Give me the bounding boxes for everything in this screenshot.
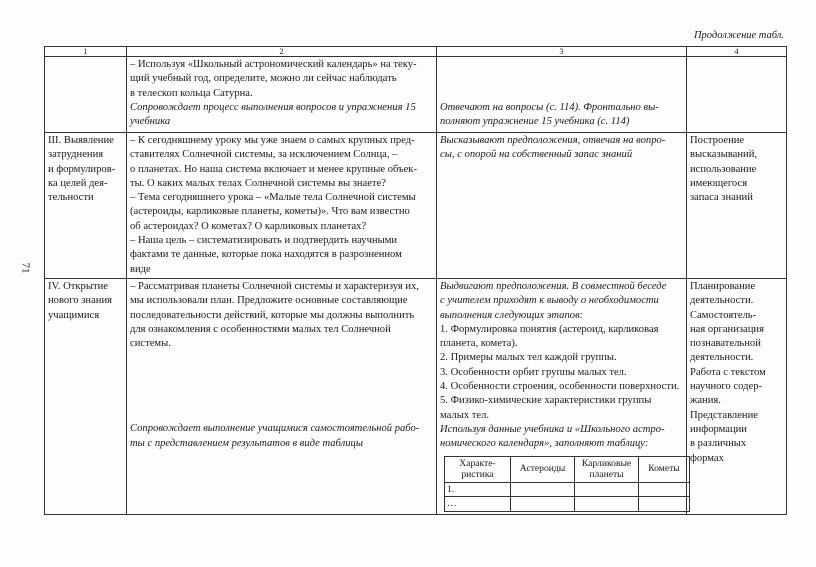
table-row (45, 278, 787, 514)
text-line: – Наша цель – систематизировать и подтвердить научными (130, 235, 398, 247)
teacher-activity-cell (127, 133, 437, 279)
text-line: Отвечают на вопросы (с. 114). Фронтально вы- (440, 102, 659, 113)
text-line: выполнения следующих этапов: (440, 309, 584, 321)
header-cell-4: 4 (687, 47, 787, 57)
inner-table-row (445, 497, 690, 512)
text-line: научного содер- (690, 381, 763, 393)
inner-header-cell (511, 456, 575, 482)
text-line: номического календаря», заполняют таблицу: (440, 438, 649, 450)
text-line: Планирование (690, 280, 756, 292)
text-line: виде (130, 263, 151, 275)
text-line: IV. Открытие (48, 280, 108, 292)
text-line: щий учебный год, определите, можно ли сейчас наблюдать (130, 73, 397, 85)
inner-cell (575, 497, 639, 512)
text-line: Характе- (459, 457, 496, 469)
list-item: 4. Особенности строения, особенности поверхности. (440, 381, 680, 393)
text-line: в телескоп кольца Сатурна. (130, 87, 253, 99)
inner-header-cell (639, 456, 690, 482)
inner-header-cell (575, 456, 639, 482)
text-line: (астероиды, карликовые планеты, кометы)». Что вам известно (130, 206, 410, 218)
skills-cell (687, 278, 787, 514)
inner-header-cell (445, 456, 511, 482)
text-line: с учителем приходят к выводу о необходимости (440, 295, 659, 307)
small-bodies-table (444, 456, 690, 512)
list-item: 1. Формулировка понятия (астероид, карликовая (440, 323, 659, 335)
text-line: Построение (690, 135, 745, 146)
header-cell-1: 1 (45, 47, 127, 57)
text-line: Сопровождает выполнение учащимися самостоятельной рабо- (130, 423, 420, 435)
text-line: тельности (48, 192, 94, 204)
text-line: – К сегодняшнему уроку мы уже знаем о самых крупных пред- (130, 135, 415, 146)
table-row (45, 57, 787, 133)
text-line: ставителях Солнечной системы, за исключением Солнца, – (130, 149, 398, 161)
list-item: 2. Примеры малых тел каждой группы. (440, 352, 617, 364)
text-line: планеты (589, 469, 624, 481)
text-line: Выдвигают предположения. В совместной беседе (440, 280, 667, 292)
inner-cell: … (445, 497, 511, 512)
text-line: учебника (130, 116, 171, 128)
inner-header-row (445, 456, 690, 482)
text-line: Работа с текстом (690, 366, 766, 378)
skills-cell (687, 57, 787, 133)
text-line: о планетах. Но наша система включает и менее крупные объек- (130, 163, 417, 175)
list-item: планета, комета). (440, 338, 518, 350)
text-line: и формулиров- (48, 163, 116, 175)
text-line: имеющегося (690, 177, 748, 189)
inner-cell (639, 497, 690, 512)
text-line: Астероиды (519, 463, 566, 475)
text-line: – Рассматривая планеты Солнечной системы и характеризуя их, (130, 280, 419, 292)
text-line: жания. (690, 395, 721, 407)
text-line: затруднения (48, 149, 104, 161)
inner-cell (511, 482, 575, 497)
text-line: запаса знаний (690, 192, 753, 204)
list-item: 3. Особенности орбит группы малых тел. (440, 366, 627, 378)
list-item: 5. Физико-химические характеристики группы (440, 395, 652, 407)
header-cell-2: 2 (127, 47, 437, 57)
text-line: Самостоятель- (690, 309, 757, 321)
text-line: Представление (690, 409, 758, 421)
student-activity-cell (437, 278, 687, 514)
text-line: – Используя «Школьный астрономический календарь» на теку- (130, 59, 417, 70)
header-row (45, 47, 787, 57)
inner-cell: 1. (445, 482, 511, 497)
text-line: познавательной (690, 338, 761, 350)
text-line: ка целей дея- (48, 177, 108, 189)
continuation-label: Продолжение табл. (693, 30, 784, 41)
text-line: Используя данные учебника и «Школьного астро- (440, 423, 665, 435)
list-item: малых тел. (440, 409, 490, 421)
text-line: Кометы (648, 463, 680, 475)
stage-cell (45, 278, 127, 514)
skills-cell (687, 133, 787, 279)
text-line: информации (690, 423, 747, 435)
text-line: – Тема сегодняшнего урока – «Малые тела Солнечной системы (130, 192, 416, 204)
text-line: полняют упражнение 15 учебника (с. 114) (440, 116, 630, 128)
text-line: ная организация (690, 323, 764, 335)
text-line: деятельности. (690, 295, 754, 307)
text-line: фактами те данные, которые пока находятся в разрозненном (130, 249, 402, 261)
header-cell-3: 3 (437, 47, 687, 57)
text-line: ристика (461, 469, 494, 481)
text-line: сы, с опорой на собственный запас знаний (440, 149, 633, 161)
text-line: об астероидах? О кометах? О карликовых планетах? (130, 220, 367, 232)
stage-cell (45, 133, 127, 279)
inner-cell (639, 482, 690, 497)
text-line: деятельности. (690, 352, 754, 364)
text-line: последовательности действий, которые мы должны выполнить (130, 309, 415, 321)
text-line: в различных (690, 438, 747, 450)
teacher-activity-cell (127, 278, 437, 514)
text-line: III. Выявление (48, 135, 114, 146)
student-activity-cell (437, 133, 687, 279)
inner-cell (575, 482, 639, 497)
table-row (45, 133, 787, 279)
text-line: для ознакомления с особенностями малых тел Солнечной (130, 323, 391, 335)
lesson-table (44, 46, 787, 515)
inner-table-row (445, 482, 690, 497)
student-activity-cell (437, 57, 687, 133)
teacher-activity-cell (127, 57, 437, 133)
text-line: нового знания (48, 295, 112, 307)
text-line: использование (690, 163, 757, 175)
text-line: мы использовали план. Предложите основные составляющие (130, 295, 408, 307)
inner-cell (511, 497, 575, 512)
page-number: 71 (19, 262, 32, 274)
text-line: Сопровождает процесс выполнения вопросов и упражнения 15 (130, 101, 416, 113)
text-line: ты с представлением результатов в виде таблицы (130, 437, 363, 449)
text-line: учащимися (48, 309, 100, 321)
text-line: формах (690, 452, 724, 464)
text-line: ты. О каких малых телах Солнечной системы вы знаете? (130, 177, 386, 189)
text-line: Высказывают предположения, отвечая на вопро- (440, 135, 666, 146)
text-line: системы. (130, 338, 171, 350)
text-line: высказываний, (690, 149, 758, 161)
stage-cell (45, 57, 127, 133)
text-line: Карликовые (581, 457, 632, 469)
